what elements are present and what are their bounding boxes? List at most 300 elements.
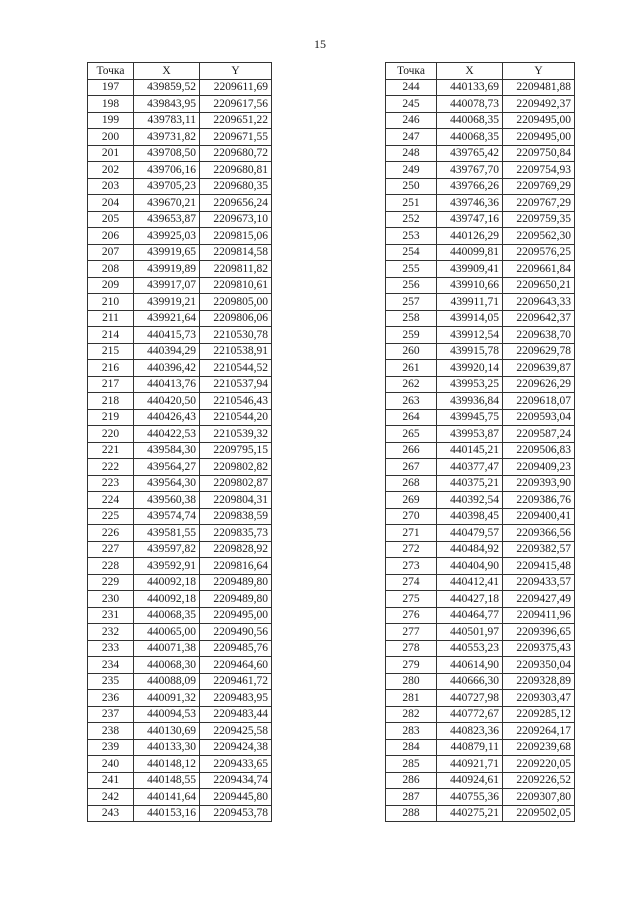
point-number-cell: 232 (88, 624, 134, 641)
table-row (386, 591, 575, 608)
y-coordinate-cell: 2209629,78 (503, 343, 575, 360)
point-number-cell: 239 (88, 739, 134, 756)
y-coordinate-cell: 2209411,96 (503, 607, 575, 624)
y-coordinate-cell: 2209815,06 (200, 228, 272, 245)
y-coordinate-cell: 2209661,84 (503, 261, 575, 278)
table-row (88, 739, 272, 756)
point-number-cell: 229 (88, 574, 134, 591)
table-row (88, 640, 272, 657)
y-coordinate-cell: 2209464,60 (200, 657, 272, 674)
x-coordinate-cell: 440727,98 (437, 690, 503, 707)
x-coordinate-cell: 439783,11 (134, 112, 200, 129)
y-coordinate-cell: 2209587,24 (503, 426, 575, 443)
x-coordinate-cell: 440755,36 (437, 789, 503, 806)
table-row (88, 789, 272, 806)
point-number-cell: 246 (386, 112, 437, 129)
y-coordinate-cell: 2210530,78 (200, 327, 272, 344)
y-coordinate-cell: 2210544,52 (200, 360, 272, 377)
point-number-cell: 248 (386, 145, 437, 162)
table-row (88, 162, 272, 179)
table-row (88, 525, 272, 542)
table-row (88, 393, 272, 410)
y-coordinate-cell: 2209303,47 (503, 690, 575, 707)
table-row (386, 277, 575, 294)
x-coordinate-cell: 439914,05 (437, 310, 503, 327)
y-coordinate-cell: 2209328,89 (503, 673, 575, 690)
table-row (386, 772, 575, 789)
point-number-cell: 231 (88, 607, 134, 624)
x-coordinate-cell: 439915,78 (437, 343, 503, 360)
y-coordinate-cell: 2209643,33 (503, 294, 575, 311)
table-row (386, 525, 575, 542)
x-coordinate-cell: 440479,57 (437, 525, 503, 542)
point-number-cell: 257 (386, 294, 437, 311)
x-coordinate-cell: 440141,64 (134, 789, 200, 806)
y-coordinate-cell: 2209802,82 (200, 459, 272, 476)
x-coordinate-cell: 440133,30 (134, 739, 200, 756)
x-coordinate-cell: 439584,30 (134, 442, 200, 459)
point-number-cell: 280 (386, 673, 437, 690)
y-coordinate-cell: 2209759,35 (503, 211, 575, 228)
table-row (386, 442, 575, 459)
point-number-cell: 202 (88, 162, 134, 179)
point-number-cell: 199 (88, 112, 134, 129)
point-number-cell: 273 (386, 558, 437, 575)
table-row (386, 112, 575, 129)
point-number-cell: 279 (386, 657, 437, 674)
x-coordinate-cell: 440091,32 (134, 690, 200, 707)
table-row (386, 690, 575, 707)
table-row (386, 624, 575, 641)
y-coordinate-cell: 2209393,90 (503, 475, 575, 492)
table-row (88, 228, 272, 245)
y-coordinate-cell: 2209811,82 (200, 261, 272, 278)
y-coordinate-cell: 2209445,80 (200, 789, 272, 806)
x-coordinate-cell: 439953,87 (437, 426, 503, 443)
point-number-cell: 271 (386, 525, 437, 542)
point-number-cell: 214 (88, 327, 134, 344)
table-row (88, 426, 272, 443)
table-row (386, 723, 575, 740)
x-coordinate-cell: 440145,21 (437, 442, 503, 459)
table-row (386, 393, 575, 410)
point-number-cell: 263 (386, 393, 437, 410)
x-coordinate-cell: 440412,41 (437, 574, 503, 591)
point-number-cell: 240 (88, 756, 134, 773)
table-header-row (88, 63, 272, 80)
point-number-cell: 198 (88, 96, 134, 113)
x-coordinate-cell: 440396,42 (134, 360, 200, 377)
table-row (386, 789, 575, 806)
x-coordinate-cell: 440404,90 (437, 558, 503, 575)
table-row (386, 706, 575, 723)
y-coordinate-cell: 2209396,65 (503, 624, 575, 641)
point-number-cell: 249 (386, 162, 437, 179)
table-row (386, 459, 575, 476)
table-row (386, 607, 575, 624)
y-coordinate-cell: 2209562,30 (503, 228, 575, 245)
y-coordinate-cell: 2209835,73 (200, 525, 272, 542)
y-coordinate-cell: 2209366,56 (503, 525, 575, 542)
table-row (386, 211, 575, 228)
y-coordinate-cell: 2209424,38 (200, 739, 272, 756)
x-coordinate-cell: 440078,73 (437, 96, 503, 113)
point-number-cell: 288 (386, 805, 437, 822)
x-coordinate-cell: 439747,16 (437, 211, 503, 228)
table-row (88, 657, 272, 674)
y-coordinate-cell: 2209350,04 (503, 657, 575, 674)
y-coordinate-cell: 2209805,00 (200, 294, 272, 311)
table-row (88, 558, 272, 575)
table-row (88, 541, 272, 558)
x-coordinate-cell: 439708,50 (134, 145, 200, 162)
x-coordinate-cell: 440823,36 (437, 723, 503, 740)
table-row (386, 327, 575, 344)
table-row (386, 261, 575, 278)
y-coordinate-cell: 2210546,43 (200, 393, 272, 410)
x-coordinate-cell: 440614,90 (437, 657, 503, 674)
table-row (88, 409, 272, 426)
point-number-cell: 238 (88, 723, 134, 740)
table-row (386, 508, 575, 525)
table-row (386, 129, 575, 146)
table-row (386, 343, 575, 360)
y-coordinate-cell: 2209673,10 (200, 211, 272, 228)
table-row (88, 310, 272, 327)
point-number-cell: 206 (88, 228, 134, 245)
y-coordinate-cell: 2209639,87 (503, 360, 575, 377)
point-number-cell: 265 (386, 426, 437, 443)
x-coordinate-cell: 440921,71 (437, 756, 503, 773)
y-coordinate-cell: 2209427,49 (503, 591, 575, 608)
point-number-cell: 205 (88, 211, 134, 228)
x-coordinate-cell: 440068,35 (437, 129, 503, 146)
header-y: Y (200, 63, 272, 80)
table-row (386, 294, 575, 311)
point-number-cell: 285 (386, 756, 437, 773)
y-coordinate-cell: 2209611,69 (200, 79, 272, 96)
table-row (386, 426, 575, 443)
y-coordinate-cell: 2209382,57 (503, 541, 575, 558)
x-coordinate-cell: 440092,18 (134, 574, 200, 591)
x-coordinate-cell: 439843,95 (134, 96, 200, 113)
y-coordinate-cell: 2209485,76 (200, 640, 272, 657)
y-coordinate-cell: 2209220,05 (503, 756, 575, 773)
table-row (88, 772, 272, 789)
table-row (88, 706, 272, 723)
y-coordinate-cell: 2209434,74 (200, 772, 272, 789)
table-row (88, 211, 272, 228)
y-coordinate-cell: 2209495,00 (200, 607, 272, 624)
point-number-cell: 252 (386, 211, 437, 228)
point-number-cell: 247 (386, 129, 437, 146)
table-row (386, 640, 575, 657)
point-number-cell: 272 (386, 541, 437, 558)
table-row (88, 360, 272, 377)
table-row (386, 673, 575, 690)
point-number-cell: 277 (386, 624, 437, 641)
table-row (88, 492, 272, 509)
point-number-cell: 228 (88, 558, 134, 575)
y-coordinate-cell: 2209638,70 (503, 327, 575, 344)
x-coordinate-cell: 439731,82 (134, 129, 200, 146)
table-row (88, 376, 272, 393)
x-coordinate-cell: 440427,18 (437, 591, 503, 608)
x-coordinate-cell: 439592,91 (134, 558, 200, 575)
x-coordinate-cell: 440153,16 (134, 805, 200, 822)
page-number: 15 (314, 37, 326, 51)
y-coordinate-cell: 2209769,29 (503, 178, 575, 195)
y-coordinate-cell: 2209795,15 (200, 442, 272, 459)
x-coordinate-cell: 440924,61 (437, 772, 503, 789)
header-x: X (134, 63, 200, 80)
point-number-cell: 211 (88, 310, 134, 327)
y-coordinate-cell: 2209656,24 (200, 195, 272, 212)
x-coordinate-cell: 439945,75 (437, 409, 503, 426)
table-row (88, 508, 272, 525)
y-coordinate-cell: 2209483,95 (200, 690, 272, 707)
y-coordinate-cell: 2209651,22 (200, 112, 272, 129)
x-coordinate-cell: 440394,29 (134, 343, 200, 360)
y-coordinate-cell: 2209680,81 (200, 162, 272, 179)
point-number-cell: 258 (386, 310, 437, 327)
x-coordinate-cell: 440148,55 (134, 772, 200, 789)
x-coordinate-cell: 440133,69 (437, 79, 503, 96)
x-coordinate-cell: 439909,41 (437, 261, 503, 278)
y-coordinate-cell: 2209650,21 (503, 277, 575, 294)
point-number-cell: 217 (88, 376, 134, 393)
point-number-cell: 251 (386, 195, 437, 212)
table-row (88, 244, 272, 261)
point-number-cell: 282 (386, 706, 437, 723)
x-coordinate-cell: 439560,38 (134, 492, 200, 509)
y-coordinate-cell: 2209671,55 (200, 129, 272, 146)
y-coordinate-cell: 2209492,37 (503, 96, 575, 113)
y-coordinate-cell: 2209453,78 (200, 805, 272, 822)
table-row (88, 756, 272, 773)
y-coordinate-cell: 2209461,72 (200, 673, 272, 690)
table-row (386, 96, 575, 113)
x-coordinate-cell: 439767,70 (437, 162, 503, 179)
point-number-cell: 268 (386, 475, 437, 492)
x-coordinate-cell: 440879,11 (437, 739, 503, 756)
y-coordinate-cell: 2210538,91 (200, 343, 272, 360)
x-coordinate-cell: 439920,14 (437, 360, 503, 377)
y-coordinate-cell: 2210544,20 (200, 409, 272, 426)
point-number-cell: 218 (88, 393, 134, 410)
table-row (88, 195, 272, 212)
x-coordinate-cell: 439953,25 (437, 376, 503, 393)
x-coordinate-cell: 440068,35 (134, 607, 200, 624)
point-number-cell: 267 (386, 459, 437, 476)
y-coordinate-cell: 2209767,29 (503, 195, 575, 212)
y-coordinate-cell: 2209802,87 (200, 475, 272, 492)
point-number-cell: 221 (88, 442, 134, 459)
point-number-cell: 219 (88, 409, 134, 426)
table-row (88, 459, 272, 476)
y-coordinate-cell: 2209285,12 (503, 706, 575, 723)
point-number-cell: 233 (88, 640, 134, 657)
point-number-cell: 230 (88, 591, 134, 608)
table-row (386, 310, 575, 327)
y-coordinate-cell: 2209642,37 (503, 310, 575, 327)
table-row (88, 690, 272, 707)
y-coordinate-cell: 2209433,65 (200, 756, 272, 773)
y-coordinate-cell: 2209828,92 (200, 541, 272, 558)
x-coordinate-cell: 439919,89 (134, 261, 200, 278)
table-row (88, 805, 272, 822)
header-point: Точка (88, 63, 134, 80)
y-coordinate-cell: 2209264,17 (503, 723, 575, 740)
point-number-cell: 227 (88, 541, 134, 558)
y-coordinate-cell: 2209680,35 (200, 178, 272, 195)
x-coordinate-cell: 440772,67 (437, 706, 503, 723)
table-row (386, 756, 575, 773)
point-number-cell: 243 (88, 805, 134, 822)
table-row (88, 112, 272, 129)
y-coordinate-cell: 2209239,68 (503, 739, 575, 756)
header-point: Точка (386, 63, 437, 80)
y-coordinate-cell: 2209400,41 (503, 508, 575, 525)
x-coordinate-cell: 439705,23 (134, 178, 200, 195)
y-coordinate-cell: 2209680,72 (200, 145, 272, 162)
x-coordinate-cell: 440464,77 (437, 607, 503, 624)
point-number-cell: 278 (386, 640, 437, 657)
table-row (386, 475, 575, 492)
x-coordinate-cell: 439766,26 (437, 178, 503, 195)
coordinates-table-right (385, 62, 575, 822)
point-number-cell: 245 (386, 96, 437, 113)
table-row (386, 228, 575, 245)
table-row (386, 178, 575, 195)
table-header-row (386, 63, 575, 80)
x-coordinate-cell: 439921,64 (134, 310, 200, 327)
y-coordinate-cell: 2209838,59 (200, 508, 272, 525)
y-coordinate-cell: 2209816,64 (200, 558, 272, 575)
y-coordinate-cell: 2209425,58 (200, 723, 272, 740)
y-coordinate-cell: 2209810,61 (200, 277, 272, 294)
x-coordinate-cell: 440415,73 (134, 327, 200, 344)
table-row (386, 541, 575, 558)
y-coordinate-cell: 2210537,94 (200, 376, 272, 393)
table-row (386, 492, 575, 509)
point-number-cell: 244 (386, 79, 437, 96)
point-number-cell: 274 (386, 574, 437, 591)
point-number-cell: 262 (386, 376, 437, 393)
table-row (386, 657, 575, 674)
table-row (386, 162, 575, 179)
table-row (88, 591, 272, 608)
y-coordinate-cell: 2209307,80 (503, 789, 575, 806)
x-coordinate-cell: 439653,87 (134, 211, 200, 228)
x-coordinate-cell: 439597,82 (134, 541, 200, 558)
table-row (88, 673, 272, 690)
table-row (88, 277, 272, 294)
table-row (386, 409, 575, 426)
point-number-cell: 256 (386, 277, 437, 294)
x-coordinate-cell: 440484,92 (437, 541, 503, 558)
point-number-cell: 259 (386, 327, 437, 344)
point-number-cell: 284 (386, 739, 437, 756)
point-number-cell: 235 (88, 673, 134, 690)
point-number-cell: 242 (88, 789, 134, 806)
point-number-cell: 264 (386, 409, 437, 426)
x-coordinate-cell: 439574,74 (134, 508, 200, 525)
y-coordinate-cell: 2210539,32 (200, 426, 272, 443)
table-row (88, 574, 272, 591)
table-row (88, 79, 272, 96)
point-number-cell: 207 (88, 244, 134, 261)
point-number-cell: 234 (88, 657, 134, 674)
x-coordinate-cell: 439936,84 (437, 393, 503, 410)
table-row (88, 178, 272, 195)
x-coordinate-cell: 439925,03 (134, 228, 200, 245)
point-number-cell: 260 (386, 343, 437, 360)
y-coordinate-cell: 2209483,44 (200, 706, 272, 723)
point-number-cell: 215 (88, 343, 134, 360)
point-number-cell: 275 (386, 591, 437, 608)
x-coordinate-cell: 440088,09 (134, 673, 200, 690)
table-row (386, 79, 575, 96)
x-coordinate-cell: 440426,43 (134, 409, 200, 426)
point-number-cell: 222 (88, 459, 134, 476)
point-number-cell: 220 (88, 426, 134, 443)
table-row (88, 327, 272, 344)
point-number-cell: 200 (88, 129, 134, 146)
point-number-cell: 225 (88, 508, 134, 525)
y-coordinate-cell: 2209375,43 (503, 640, 575, 657)
x-coordinate-cell: 439746,36 (437, 195, 503, 212)
table-row (386, 739, 575, 756)
table-row (88, 145, 272, 162)
y-coordinate-cell: 2209506,83 (503, 442, 575, 459)
table-row (386, 376, 575, 393)
x-coordinate-cell: 439564,30 (134, 475, 200, 492)
y-coordinate-cell: 2209489,80 (200, 574, 272, 591)
table-row (386, 558, 575, 575)
x-coordinate-cell: 440666,30 (437, 673, 503, 690)
y-coordinate-cell: 2209617,56 (200, 96, 272, 113)
x-coordinate-cell: 440375,21 (437, 475, 503, 492)
x-coordinate-cell: 440130,69 (134, 723, 200, 740)
x-coordinate-cell: 439859,52 (134, 79, 200, 96)
table-row (88, 607, 272, 624)
x-coordinate-cell: 439911,71 (437, 294, 503, 311)
point-number-cell: 253 (386, 228, 437, 245)
x-coordinate-cell: 439919,65 (134, 244, 200, 261)
point-number-cell: 209 (88, 277, 134, 294)
point-number-cell: 224 (88, 492, 134, 509)
point-number-cell: 281 (386, 690, 437, 707)
x-coordinate-cell: 440094,53 (134, 706, 200, 723)
x-coordinate-cell: 439910,66 (437, 277, 503, 294)
x-coordinate-cell: 439670,21 (134, 195, 200, 212)
point-number-cell: 210 (88, 294, 134, 311)
x-coordinate-cell: 439564,27 (134, 459, 200, 476)
x-coordinate-cell: 440065,00 (134, 624, 200, 641)
point-number-cell: 226 (88, 525, 134, 542)
y-coordinate-cell: 2209806,06 (200, 310, 272, 327)
x-coordinate-cell: 440148,12 (134, 756, 200, 773)
point-number-cell: 197 (88, 79, 134, 96)
point-number-cell: 276 (386, 607, 437, 624)
x-coordinate-cell: 439706,16 (134, 162, 200, 179)
x-coordinate-cell: 440275,21 (437, 805, 503, 822)
point-number-cell: 261 (386, 360, 437, 377)
point-number-cell: 266 (386, 442, 437, 459)
y-coordinate-cell: 2209750,84 (503, 145, 575, 162)
table-row (386, 574, 575, 591)
